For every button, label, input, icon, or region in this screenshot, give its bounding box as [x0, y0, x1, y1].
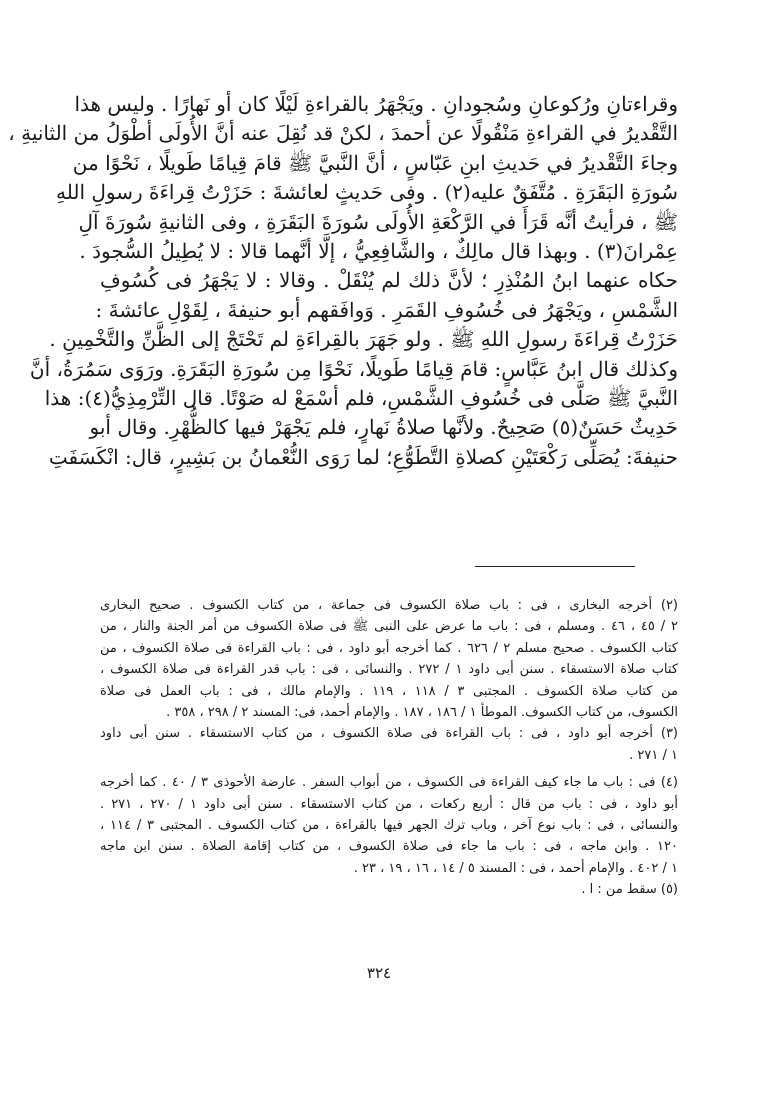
footnotes-section	[100, 595, 678, 900]
footnote-line: ١ / ٤٠٢ . والإمام أحمد ، فى : المسند ٥ / ١٤ ، ١٦ ، ١٩ ، ٢٣ .	[353, 860, 678, 876]
main-text-line: الشَّمْسِ ، ويَجْهَرُ فى خُسُوفِ القَمَرِ . وَوافَقهم أبو حنيفةَ ، لِقَوْلِ عائشةَ :	[95, 297, 678, 322]
footnote-line: ١ / ٢٧١ .	[629, 747, 678, 763]
footnote-line: (٢) أخرجه البخارى ، فى : باب صلاة الكسوف فى جماعة ، من كتاب الكسوف . صحيح البخارى	[100, 598, 678, 613]
main-text-body	[8, 90, 678, 472]
footnote-line: ٢ / ٤٥ ، ٤٦ . ومسلم ، فى : باب ما عرض على النبى ﷺ فى صلاة الكسوف من أمر الجنة والنار ، من	[100, 619, 679, 635]
main-text-line: ﷺ ، فرأيتُ أنَّه قَرَأَ في الرَّكْعَةِ الأُولَى سُورَةَ البَقَرَةِ ، وفى الثانيةِ سُورَةَ آلِ	[78, 209, 678, 234]
footnote-line: (٣) أخرجه أبو داود ، فى : باب القراءة فى صلاة الكسوف ، من كتاب الاستسقاء . سنن أبى داود	[100, 726, 678, 742]
footnote-line: الكسوف، من كتاب الكسوف. الموطأ ١ / ١٨٦ ، ١٨٧ . والإمام أحمد، فى: المسند ٢ / ٢٩٨ ، ٣٥٨ .	[166, 704, 678, 720]
main-text-line: عِمْرانَ(٣) . وبهذا قال مالِكٌ ، والشَّافِعِيُّ ، إلَّا أنَّهما قالا : لا يُطِيلُ السُّجودَ .	[79, 238, 678, 263]
footnote-block	[100, 595, 678, 766]
footnote-line: ١٢٠ . وابن ماجه ، فى : باب ما جاء فى صلاة الكسوف ، من كتاب إقامة الصلاة . سنن ابن ماجه	[100, 839, 678, 855]
main-text-line: حَدِيثٌ حَسَنٌ(٥) صَحِيحٌ. ولأنَّها صلاةُ نَهارٍ، فلم يَجْهَرْ فيها كالظُّهْرِ. وقال أبو	[89, 415, 678, 440]
main-text-line: وكذلك قال ابنُ عَبَّاسٍ: قامَ قِيامًا طَويلًا، نَحْوًا مِن سُورَةِ البَقَرَةِ. ورَوَى سَمُرَةُ، أنَّ	[29, 356, 678, 381]
main-text-line: حكاه عنهما ابنُ المُنْذِرِ ؛ لأنَّ ذلك لم يُنْقَلْ . وقالا : لا يَجْهَرُ فى كُسُوفِ	[100, 268, 678, 293]
main-text-line: سُورَةِ البَقَرَةِ . مُتَّفَقٌ عليه(٢) . وفى حَديثٍ لعائشةَ : حَزَرْتُ قِراءَةَ رسولِ اللهِ	[56, 180, 678, 205]
footnote-line: كتاب الكسوف . صحيح مسلم ٢ / ٦٢٦ . كما أخرجه أبو داود ، فى : باب القراءة فى صلاة الكسوف ، من	[100, 640, 678, 656]
main-text-line: وجاءَ التَّقْديرُ في حَديثِ ابنِ عَبّاسٍ ، أنَّ النَّبيَّ ﷺ قامَ قِيامًا طَويلًا ، نَحْوًا من	[72, 150, 678, 175]
footnote-line: من كتاب صلاة الكسوف . المجتبى ٣ / ١١٨ ، ١١٩ . والإمام مالك ، فى : باب العمل فى صلاة	[100, 683, 678, 699]
main-text-line: وقراءتانِ ورُكوعانِ وسُجودانِ . ويَجْهَرُ بالقراءةِ لَيْلًا كان أو نَهارًا . وليس هذا	[74, 92, 678, 116]
footnote-line: والنسائى ، فى : باب نوع آخر ، وباب ترك الجهر فيها بالقراءة ، من كتاب الكسوف . المجتبى ٣ / ١١٤ ،	[100, 817, 678, 833]
footnote-line: أبو داود ، فى : باب من قال : أربع ركعات ، من كتاب الاستسقاء . سنن أبى داود ١ / ٢٧٠ ، ٢٧١ .	[100, 796, 679, 812]
footnote-line: (٥) سقط من : ا .	[581, 882, 678, 898]
footnote-line: (٤) فى : باب ما جاء كيف القراءة فى الكسوف ، من أبواب السفر . عارضة الأحوذى ٣ / ٤٠ . كما أخرجه	[100, 775, 678, 791]
footnote-block	[100, 772, 678, 900]
page-number: ٣٢٤	[366, 964, 392, 982]
main-text-line: النَّبيَّ ﷺ صَلَّى فى خُسُوفِ الشَّمْسِ، فلم أسْمَعْ له صَوْتًا. قال التِّرْمِذِيُّ(٤): هذا	[44, 385, 678, 410]
footnote-separator	[475, 566, 635, 567]
footnote-line: كتاب صلاة الاستسقاء . سنن أبى داود ١ / ٢٧٢ . والنسائى ، فى : باب قدر القراءة فى صلاة الكسوف ،	[100, 662, 679, 678]
main-text-line: التَّقْديرُ في القراءةِ مَنْقُولًا عن أحمدَ ، لكنْ قد نُقِلَ عنه أنَّ الأُولَى أطْوَلُ من الثانيةِ ،	[8, 121, 678, 146]
main-text-line: حنيفةَ: يُصَلِّى رَكْعَتَيْنِ كصلاةِ التَّطَوُّعِ؛ لما رَوَى النُّعْمانُ بن بَشِيرٍ، قال: انْكَسَفَتِ	[48, 444, 678, 469]
main-text-line: حَزَرْتُ قِراءَةَ رسولِ اللهِ ﷺ . ولو جَهَرَ بالقِراءَةِ لم تَحْتَجْ إلى الظَّنِّ والتَّخْمِينِ .	[49, 327, 678, 352]
